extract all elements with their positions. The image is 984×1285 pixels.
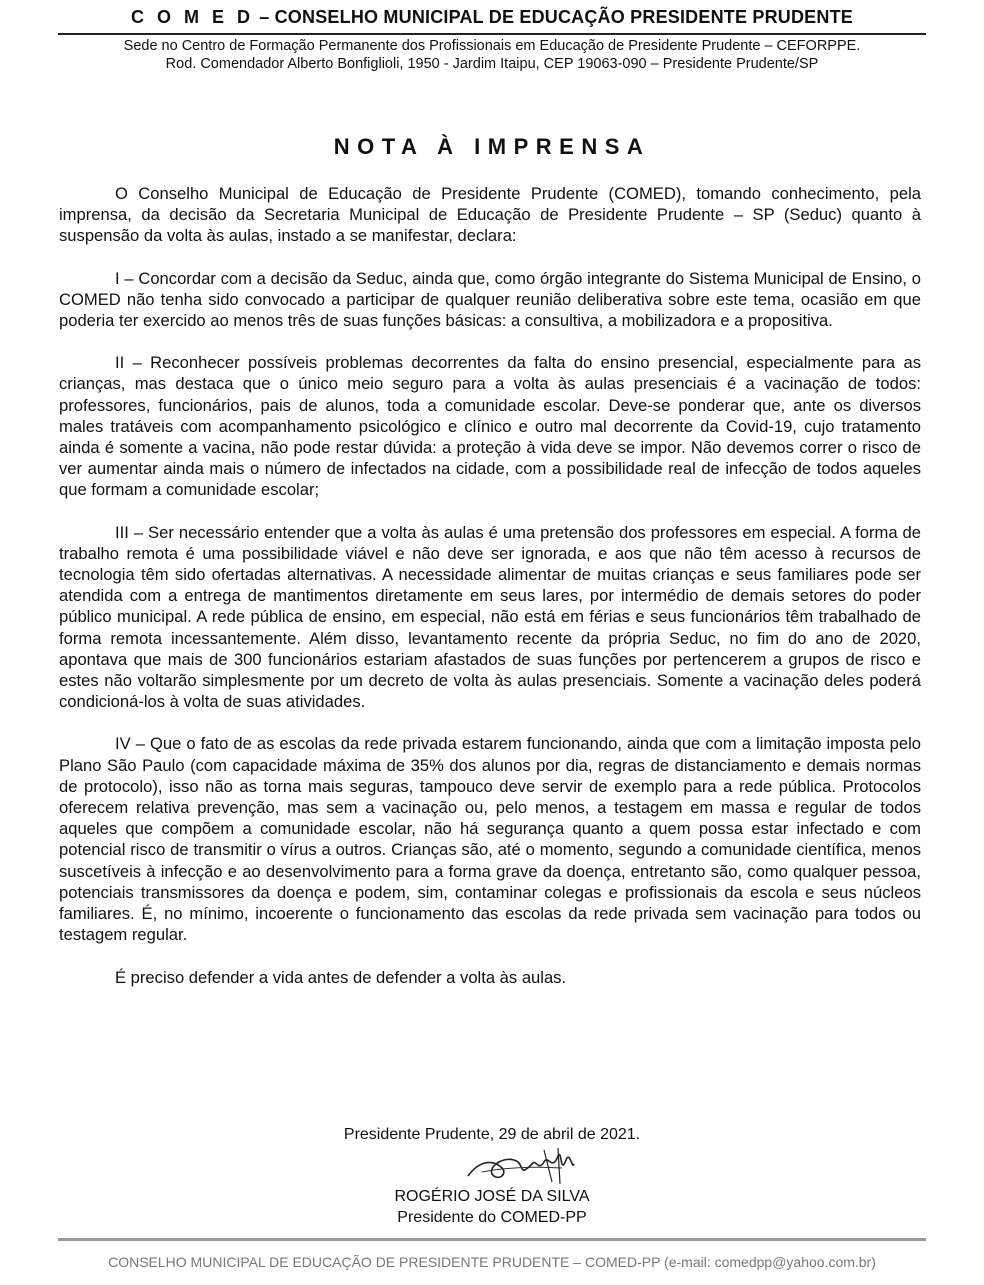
- signature-scribble: [462, 1142, 582, 1192]
- header-acronym: C O M E D: [130, 7, 254, 27]
- document-body: [59, 183, 921, 1009]
- header-title-rest: – CONSELHO MUNICIPAL DE EDUCAÇÃO PRESIDENTE PRUDENTE: [254, 7, 853, 27]
- header-address-line-2: Rod. Comendador Alberto Bonfiglioli, 1950 - Jardim Itaipu, CEP 19063-090 – Presidente Prudente/SP: [165, 56, 819, 72]
- paragraph-item-i: I – Concordar com a decisão da Seduc, ainda que, como órgão integrante do Sistema Municipal de Ensino, o COMED não tenha sido convocado a participar de qualquer reunião deliberativa sobre este tema, ocasião em que poderia ter exercido ao menos três de suas funções básicas: a consultiva, a mobilizadora e a propositiva.: [59, 268, 921, 331]
- paragraph-conclusion: É preciso defender a vida antes de defender a volta às aulas.: [115, 967, 567, 987]
- paragraph-item-iv: IV – Que o fato de as escolas da rede privada estarem funcionando, ainda que com a limitação imposta pelo Plano São Paulo (com capacidade máxima de 35% dos alunos por dia, regras de distanciamento e demais normas de protocolo), isso não as torna mais seguras, tampouco deve servir de exemplo para a rede pública. Protocolos oferecem relativa prevenção, mas sem a vacinação ou, pelo menos, a testagem em massa e regular de todos aqueles que compõem a comunidade escolar, não há segurança quanto a quem possa estar infectado e com potencial risco de transmitir o vírus a outros. Crianças são, até o momento, segundo a comunidade científica, menos suscetíveis à infecção e ao desenvolvimento para a forma grave da doença, entretanto são, como qualquer pessoa, potenciais transmissores da doença e podem, sim, contaminar colegas e profissionais da escola e seus núcleos familiares. É, no mínimo, incoerente o funcionamento das escolas da rede privada sem vacinação para todos ou testagem regular.: [59, 734, 921, 945]
- header-address-line-1: Sede no Centro de Formação Permanente dos Profissionais em Educação de Presidente Prudente – CEFORPPE.: [123, 38, 861, 54]
- document-heading: NOTA À IMPRENSA: [333, 134, 651, 159]
- footer-text: CONSELHO MUNICIPAL DE EDUCAÇÃO DE PRESIDENTE PRUDENTE – COMED-PP (e-mail: comedpp@yahoo.com.br): [108, 1254, 876, 1270]
- header-title: [0, 7, 984, 28]
- paragraph-item-iii: III – Ser necessário entender que a volta às aulas é uma pretensão dos professores em especial. A forma de trabalho remota é uma possibilidade viável e não deve ser ignorada, e aos que não têm acesso à recursos de tecnologia têm sido ofertadas alternativas. A necessidade alimentar de muitas crianças e seus familiares pode ser atendida com a entrega de mantimentos diretamente em seus lares, por intermédio de demais setores do poder público municipal. A rede pública de ensino, em especial, não está em férias e seus funcionários têm trabalhado de forma remota incessantemente. Além disso, levantamento recente da própria Seduc, no fim do ano de 2020, apontava que mais de 300 funcionários estariam afastados de suas funções por pertencerem a grupos de risco e estes não voltarão simplesmente por um decreto de volta às aulas presenciais. Somente a vacinação deles poderá condicioná-los à volta de suas atividades.: [59, 522, 921, 712]
- signer-role: Presidente do COMED-PP: [397, 1209, 587, 1226]
- signer-name: ROGÉRIO JOSÉ DA SILVA: [394, 1188, 590, 1205]
- footer-divider: [58, 1238, 926, 1241]
- paragraph-item-ii: II – Reconhecer possíveis problemas decorrentes da falta do ensino presencial, especialmente para as crianças, mas destaca que o único meio seguro para a volta às aulas presenciais é a vacinação de todos: professores, funcionários, pais de alunos, toda a comunidade escolar. Deve-se ponderar que, ante os diversos males tratáveis com acompanhamento psicológico e clínico e outro mal decorrente da Covid-19, cujo tratamento ainda é somente a vacina, não pode restar dúvida: a proteção à vida deve se impor. Não devemos correr o risco de ver aumentar ainda mais o número de infectados na cidade, com a possibilidade real de infecção de todos aqueles que formam a comunidade escolar;: [59, 353, 921, 500]
- header-divider: [58, 33, 926, 35]
- place-date: Presidente Prudente, 29 de abril de 2021.: [343, 1126, 641, 1143]
- paragraph-intro: O Conselho Municipal de Educação de Presidente Prudente (COMED), tomando conhecimento, pela imprensa, da decisão da Secretaria Municipal de Educação de Presidente Prudente – SP (Seduc) quanto à suspensão da volta às aulas, instado a se manifestar, declara:: [59, 184, 921, 246]
